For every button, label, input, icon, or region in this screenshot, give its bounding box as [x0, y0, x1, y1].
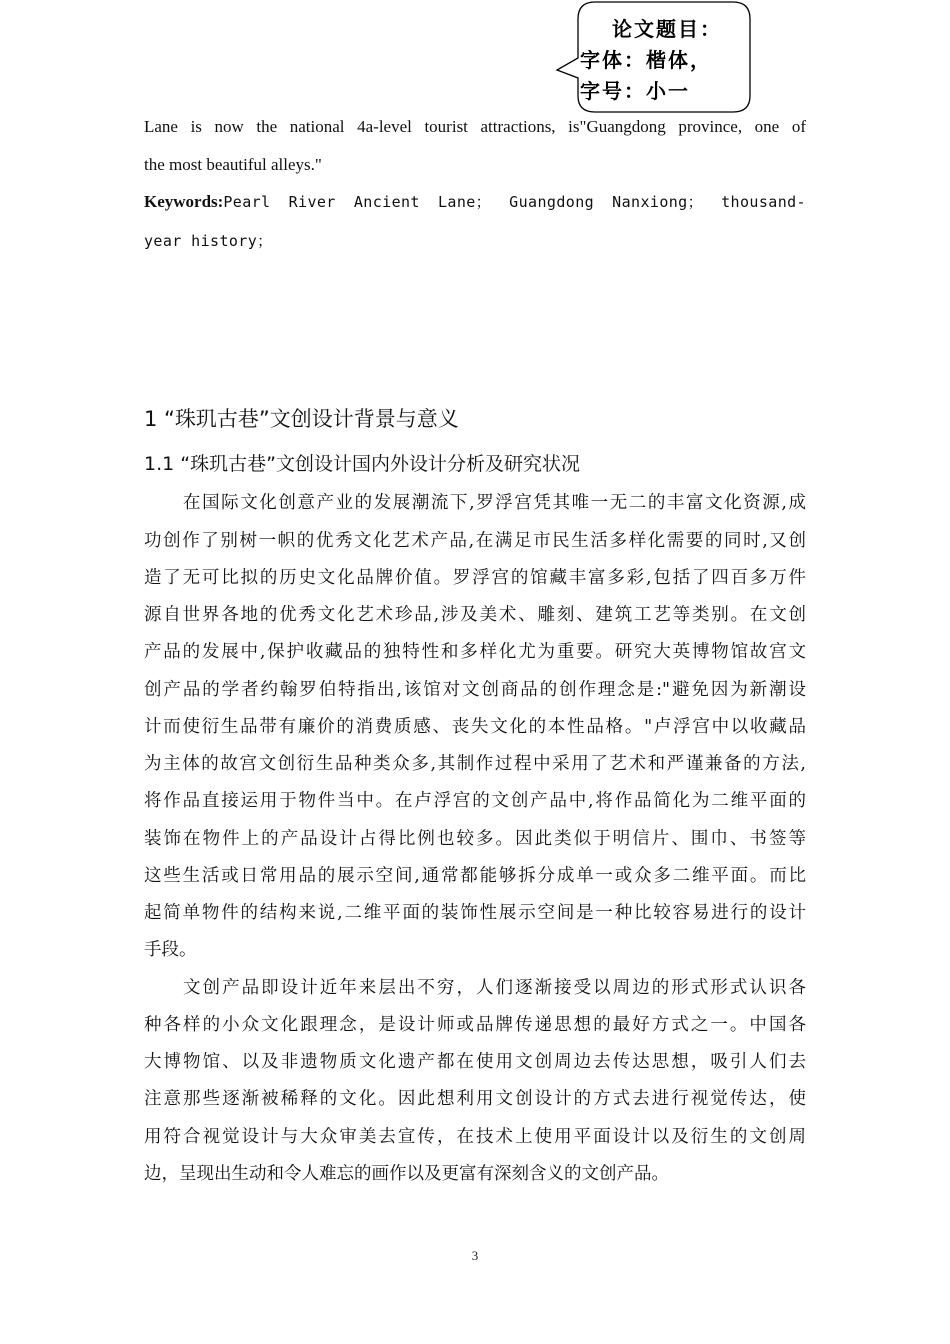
- keywords-text: Pearl River Ancient Lane； Guangdong Nanxiong； thousand-: [223, 193, 806, 211]
- body-line: 创产品的学者约翰罗伯特指出,该馆对文创商品的创作理念是:"避免因为新潮设: [144, 680, 806, 700]
- body-line: 在国际文化创意产业的发展潮流下,罗浮宫凭其唯一无二的丰富文化资源,成: [183, 493, 806, 513]
- keywords-text: year history；: [144, 232, 273, 250]
- callout-line-title: 论文题目：: [612, 17, 722, 41]
- body-line: 用符合视觉设计与大众审美去宣传，在技术上使用平面设计以及衍生的文创周: [144, 1127, 806, 1147]
- body-line: 种各样的小众文化跟理念，是设计师或品牌传递思想的最好方式之一。中国各: [144, 1015, 806, 1035]
- section-heading: 1 “珠玑古巷”文创设计背景与意义: [144, 407, 459, 431]
- body-line: 功创作了别树一帜的优秀文化艺术产品,在满足市民生活多样化需要的同时,又创: [144, 531, 806, 551]
- body-line: 产品的发展中,保护收藏品的独特性和多样化尤为重要。研究大英博物馆故宫文: [144, 642, 806, 662]
- body-line: 造了无可比拟的历史文化品牌价值。罗浮宫的馆藏丰富多彩,包括了四百多万件: [144, 568, 806, 588]
- body-line: 大博物馆、以及非遗物质文化遗产都在使用文创周边去传达思想，吸引人们去: [144, 1052, 806, 1072]
- body-line: 文创产品即设计近年来层出不穷，人们逐渐接受以周边的形式形式认识各: [183, 978, 806, 998]
- keywords-line: [144, 230, 806, 251]
- body-line: 这些生活或日常用品的展示空间,通常都能够拆分成单一或众多二维平面。而比: [144, 866, 806, 886]
- body-line: 装饰在物件上的产品设计占得比例也较多。因此类似于明信片、围巾、书签等: [144, 829, 806, 849]
- body-line: 起简单物件的结构来说,二维平面的装饰性展示空间是一种比较容易进行的设计: [144, 903, 806, 923]
- abstract-line: the most beautiful alleys.": [144, 155, 322, 174]
- body-line: 源自世界各地的优秀文化艺术珍品,涉及美术、雕刻、建筑工艺等类别。在文创: [144, 605, 806, 625]
- page-number: 3: [471, 1248, 479, 1263]
- callout-text: [580, 14, 745, 107]
- body-line: 将作品直接运用于物件当中。在卢浮宫的文创产品中,将作品简化为二维平面的: [144, 791, 806, 811]
- body-line: 为主体的故宫文创衍生品种类众多,其制作过程中采用了艺术和严谨兼备的方法,: [144, 754, 806, 774]
- body-line: 计而使衍生品带有廉价的消费质感、丧失文化的本性品格。"卢浮宫中以收藏品: [144, 717, 806, 737]
- keywords-line: [144, 191, 806, 212]
- body-line: 手段。: [144, 940, 197, 960]
- body-line: 边，呈现出生动和令人难忘的画作以及更富有深刻含义的文创产品。: [144, 1164, 669, 1184]
- callout-line-size: 字号：小一: [580, 79, 690, 103]
- subsection-heading: 1.1 “珠玑古巷”文创设计国内外设计分析及研究状况: [144, 453, 580, 475]
- callout-line-font: 字体：楷体，: [580, 48, 712, 72]
- abstract-line: Lane is now the national 4a-level tourist attractions, is"Guangdong province, one of: [144, 117, 806, 136]
- keywords-label: Keywords:: [144, 192, 224, 211]
- body-line: 注意那些逐渐被稀释的文化。因此想利用文创设计的方式去进行视觉传达，使: [144, 1089, 806, 1109]
